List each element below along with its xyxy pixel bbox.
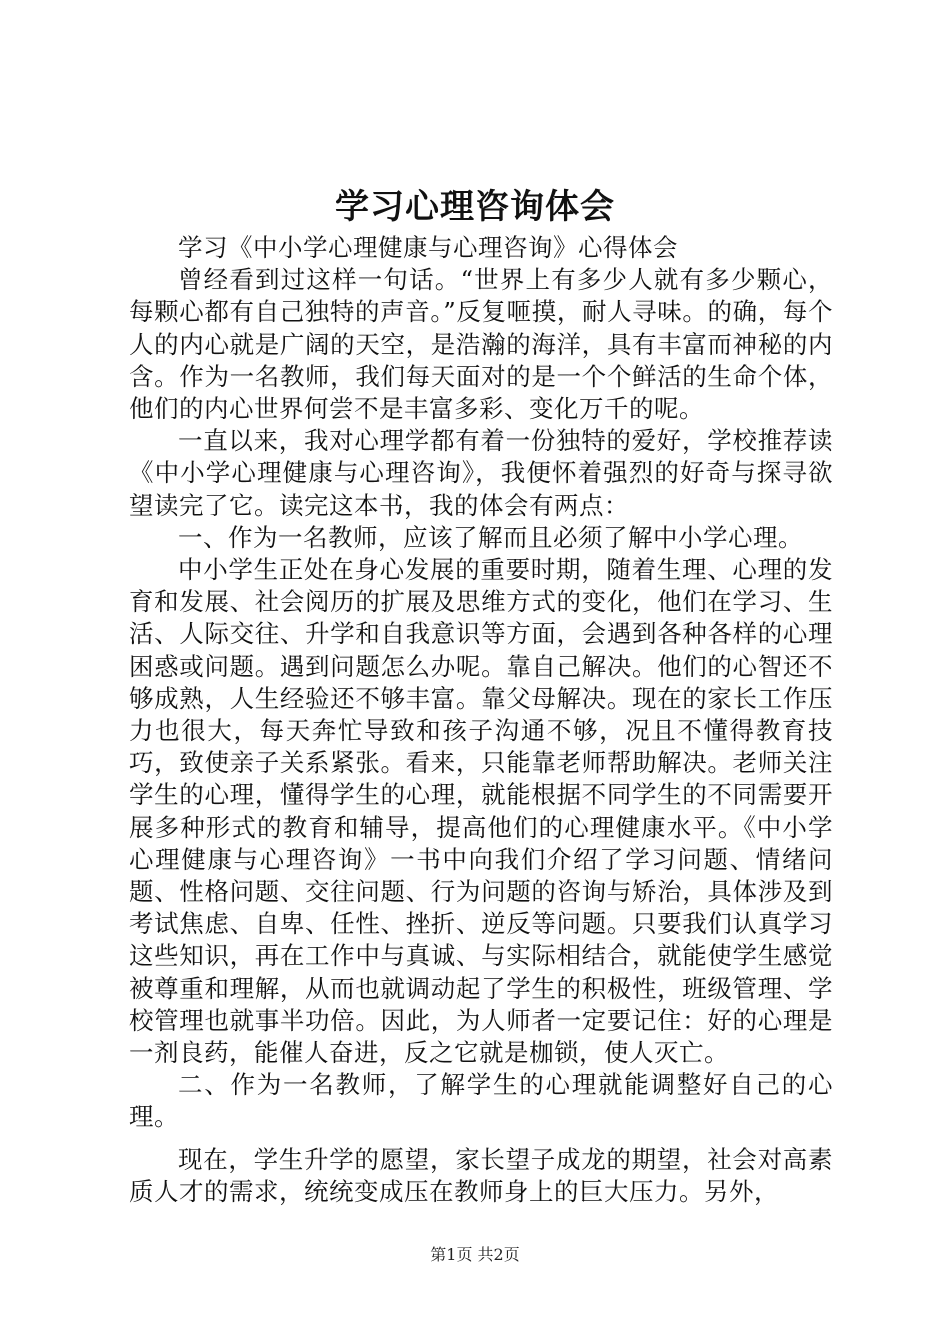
paragraph-2: 一直以来，我对心理学都有着一份独特的爱好，学校推荐读《中小学心理健康与心理咨询》，我便怀着强烈的好奇与探寻欲望读完了它。读完这本书，我的体会有两点： — [129, 426, 833, 520]
paragraph-3: 中小学生正处在身心发展的重要时期，随着生理、心理的发育和发展、社会阅历的扩展及思维方式的变化，他们在学习、生活、人际交往、升学和自我意识等方面，会遇到各种各样的心理困惑或问题。遇到问题怎么办呢。靠自己解决。他们的心智还不够成熟，人生经验还不够丰富。靠父母解决。现在的家长工作压力也很大，每天奔忙导致和孩子沟通不够，况且不懂得教育技巧，致使亲子关系紧张。看来，只能靠老师帮助解决。老师关注学生的心理，懂得学生的心理，就能根据不同学生的不同需要开展多种形式的教育和辅导，提高他们的心理健康水平。《中小学心理健康与心理咨询》一书中向我们介绍了学习问题、情绪问题、性格问题、交往问题、行为问题的咨询与矫治，具体涉及到考试焦虑、自卑、任性、挫折、逆反等问题。只要我们认真学习这些知识，再在工作中与真诚、与实际相结合，就能使学生感觉被尊重和理解，从而也就调动起了学生的积极性，班级管理、学校管理也就事半功倍。因此，为人师者一定要记住：好的心理是一剂良药，能催人奋进，反之它就是枷锁，使人灭亡。 — [129, 555, 833, 1068]
paragraph-1: 曾经看到过这样一句话。“世界上有多少人就有多少颗心，每颗心都有自己独特的声音。”反复咂摸，耐人寻味。的确，每个人的内心就是广阔的天空，是浩瀚的海洋，具有丰富而神秘的内含。作为一名教师，我们每天面对的是一个个鲜活的生命个体，他们的内心世界何尝不是丰富多彩、变化万千的呢。 — [129, 265, 833, 424]
paragraph-4: 现在，学生升学的愿望，家长望子成龙的期望，社会对高素质人才的需求，统统变成压在教师身上的巨大压力。另外， — [129, 1144, 833, 1206]
paragraph-subtitle: 学习《中小学心理健康与心理咨询》心得体会 — [178, 233, 678, 262]
paragraph-heading-1: 一、作为一名教师，应该了解而且必须了解中小学心理。 — [178, 522, 803, 552]
page-footer: 第1页 共2页 — [430, 1245, 520, 1264]
document-body — [129, 232, 833, 1208]
document-title: 学习心理咨询体会 — [335, 187, 615, 227]
paragraph-heading-2: 二、作为一名教师，了解学生的心理就能调整好自己的心理。 — [129, 1070, 833, 1132]
